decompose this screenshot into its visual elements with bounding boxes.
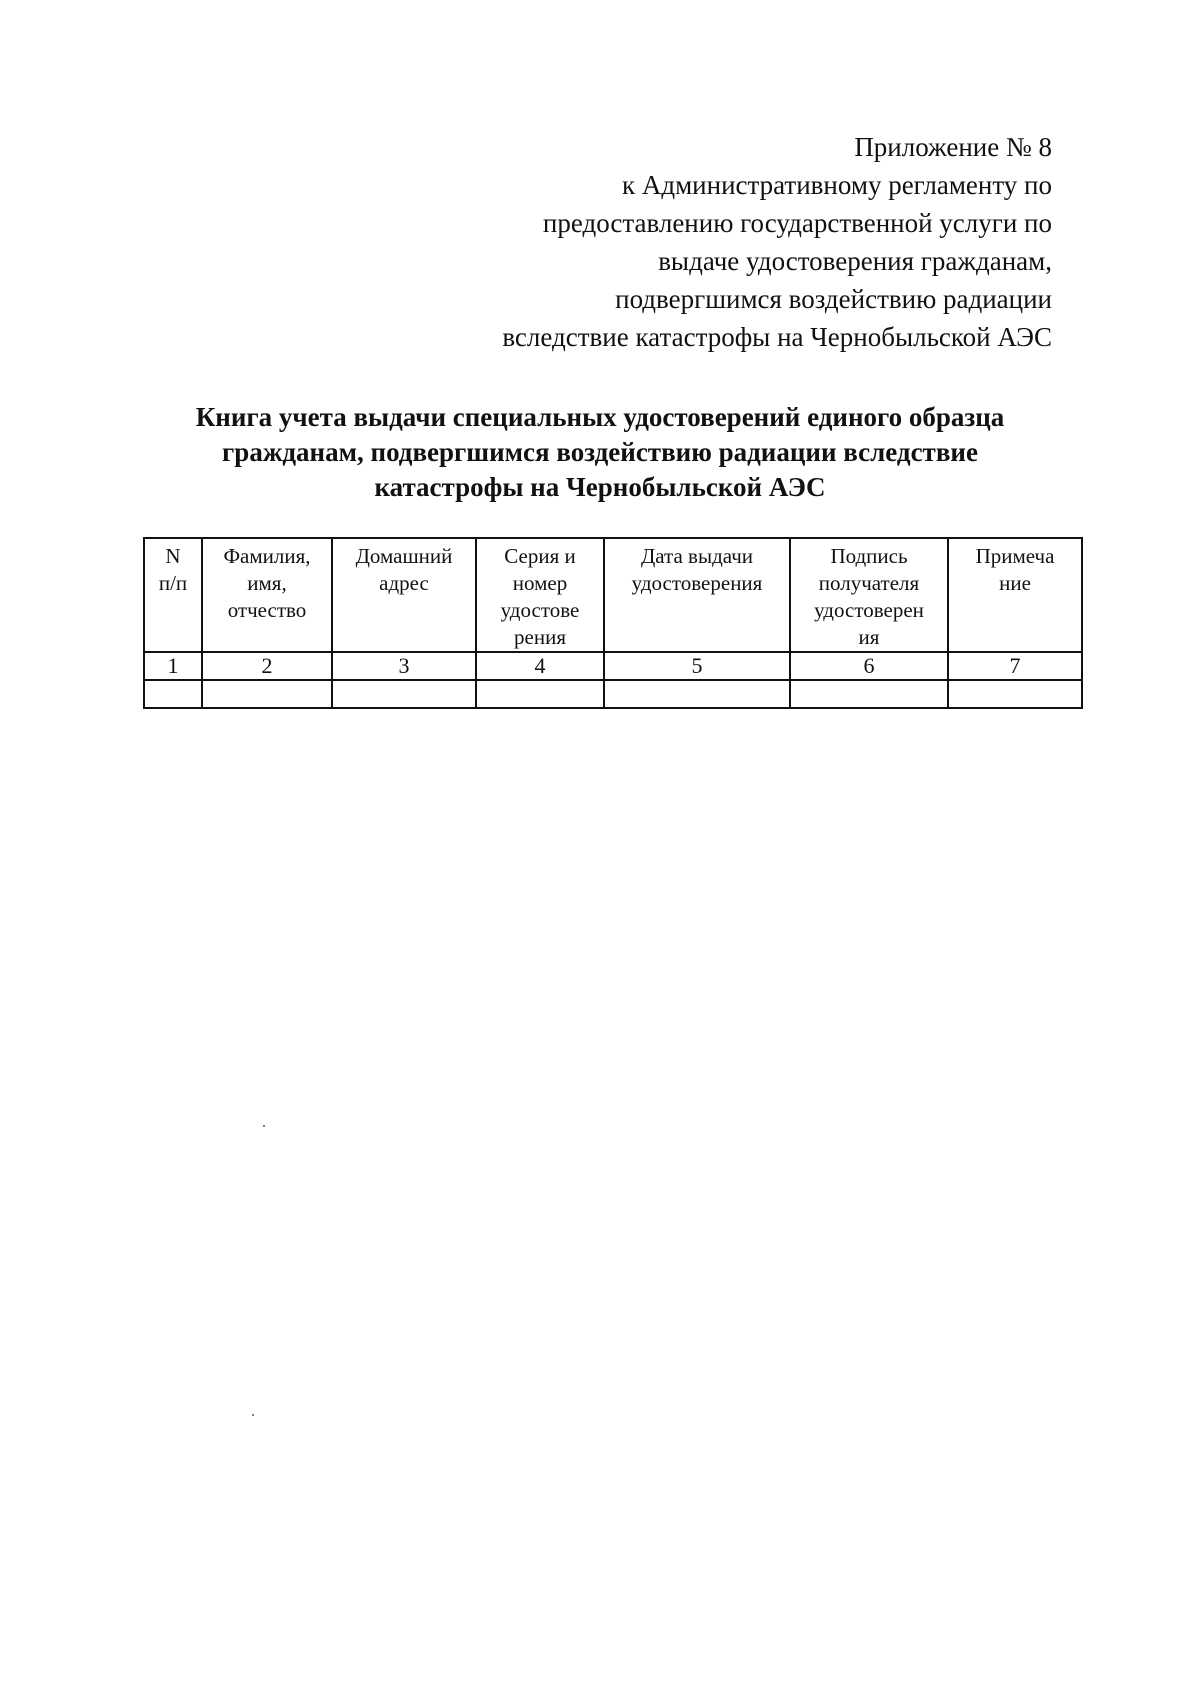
column-number-row bbox=[144, 652, 1082, 680]
column-number-cell: 6 bbox=[790, 652, 948, 680]
column-header-recipient-signature bbox=[790, 538, 948, 652]
column-number-cell: 1 bbox=[144, 652, 202, 680]
empty-cell bbox=[202, 680, 332, 708]
appendix-line: подвергшимся воздействию радиации bbox=[615, 284, 1052, 314]
header-text: удостоверен bbox=[814, 598, 924, 622]
empty-cell bbox=[332, 680, 476, 708]
empty-cell bbox=[790, 680, 948, 708]
header-text: рения bbox=[514, 625, 566, 649]
header-text: удостоверения bbox=[631, 571, 763, 595]
header-text: Примеча bbox=[975, 544, 1055, 568]
header-text: номер bbox=[512, 571, 568, 595]
column-header-issue-date bbox=[604, 538, 790, 652]
title-line: Книга учета выдачи специальных удостоверений единого образца bbox=[195, 402, 1005, 432]
column-number-cell: 7 bbox=[948, 652, 1082, 680]
column-number-cell: 4 bbox=[476, 652, 604, 680]
empty-cell bbox=[604, 680, 790, 708]
appendix-header bbox=[432, 128, 1052, 356]
empty-cell bbox=[476, 680, 604, 708]
header-text: Серия и bbox=[504, 544, 576, 568]
column-header-certificate-series-number bbox=[476, 538, 604, 652]
header-text: Домашний bbox=[355, 544, 453, 568]
table-row bbox=[144, 680, 1082, 708]
header-text: N bbox=[165, 544, 181, 568]
appendix-line: выдаче удостоверения гражданам, bbox=[658, 246, 1052, 276]
header-text: отчество bbox=[227, 598, 307, 622]
appendix-line: предоставлению государственной услуги по bbox=[542, 208, 1052, 238]
empty-cell bbox=[948, 680, 1082, 708]
header-text: имя, bbox=[247, 571, 287, 595]
header-text: удостове bbox=[500, 598, 580, 622]
title-line: катастрофы на Чернобыльской АЭС bbox=[374, 472, 826, 502]
header-text: ия bbox=[858, 625, 880, 649]
header-text: ние bbox=[999, 571, 1031, 595]
column-header-notes bbox=[948, 538, 1082, 652]
scan-speck bbox=[263, 1125, 265, 1127]
column-header-number bbox=[144, 538, 202, 652]
column-number-cell: 3 bbox=[332, 652, 476, 680]
header-text: п/п bbox=[158, 571, 188, 595]
empty-cell bbox=[144, 680, 202, 708]
document-title bbox=[120, 400, 1080, 505]
appendix-line: вследствие катастрофы на Чернобыльской АЭС bbox=[502, 322, 1052, 352]
header-text: Фамилия, bbox=[223, 544, 311, 568]
header-text: Подпись bbox=[830, 544, 908, 568]
appendix-line: к Административному регламенту по bbox=[621, 170, 1052, 200]
column-number-cell: 5 bbox=[604, 652, 790, 680]
header-text: адрес bbox=[379, 571, 429, 595]
ledger-table bbox=[143, 537, 1083, 709]
header-text: Дата выдачи bbox=[640, 544, 754, 568]
column-header-home-address bbox=[332, 538, 476, 652]
header-text: получателя bbox=[818, 571, 920, 595]
column-number-cell: 2 bbox=[202, 652, 332, 680]
scan-speck bbox=[252, 1414, 254, 1416]
column-header-full-name bbox=[202, 538, 332, 652]
title-line: гражданам, подвергшимся воздействию радиации вследствие bbox=[222, 437, 978, 467]
appendix-line: Приложение № 8 bbox=[854, 132, 1052, 162]
header-row bbox=[144, 538, 1082, 652]
